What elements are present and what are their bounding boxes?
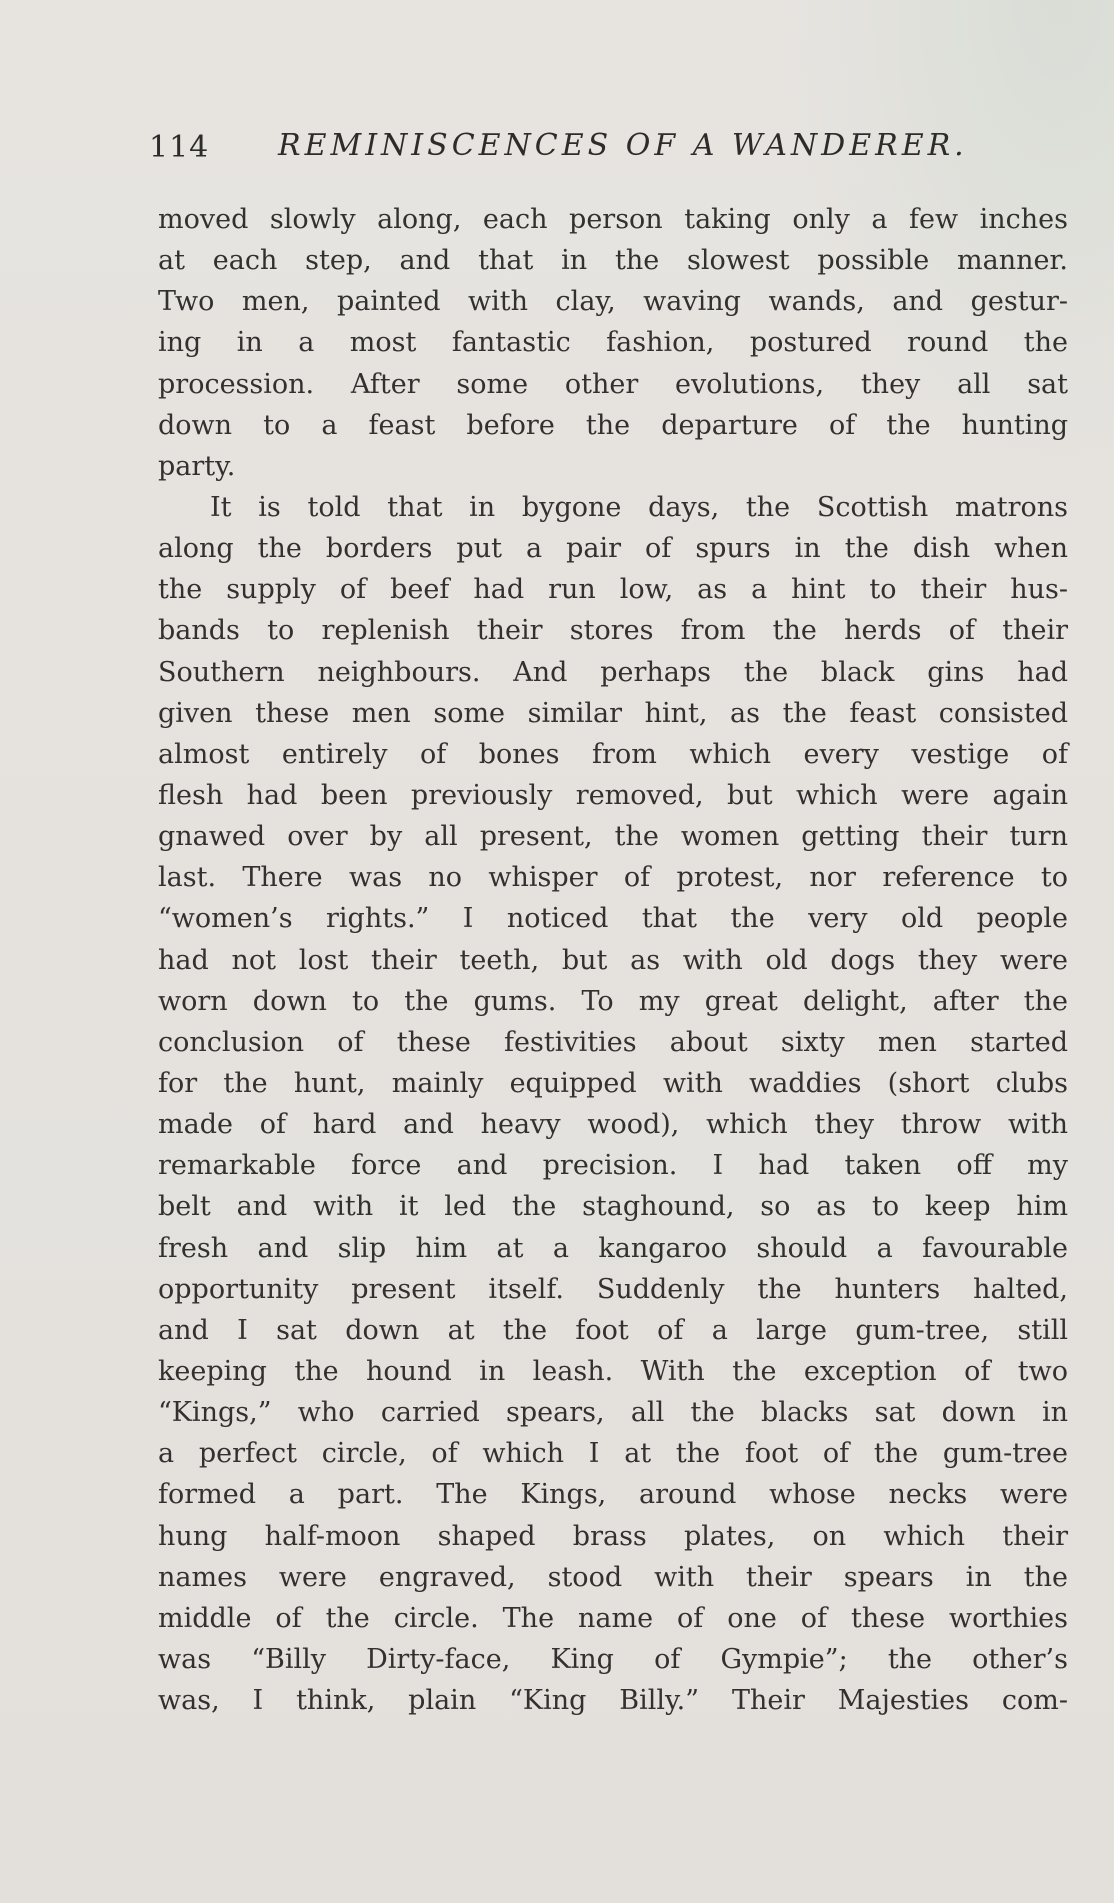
text-line: made of hard and heavy wood), which they throw with bbox=[158, 1109, 1068, 1141]
page-number: 114 bbox=[149, 130, 210, 165]
text-line: the supply of beef had run low, as a hint to their hus- bbox=[158, 574, 1068, 606]
text-line: middle of the circle. The name of one of these worthies bbox=[158, 1602, 1068, 1634]
text-line: party. bbox=[158, 450, 236, 482]
text-line: “Kings,” who carried spears, all the blacks sat down in bbox=[158, 1397, 1068, 1429]
text-line: belt and with it led the staghound, so as to keep him bbox=[158, 1191, 1068, 1223]
text-line: down to a feast before the departure of the hunting bbox=[158, 409, 1068, 441]
text-line: conclusion of these festivities about sixty men started bbox=[158, 1026, 1068, 1058]
running-title: REMINISCENCES OF A WANDERER. bbox=[278, 128, 968, 163]
text-line: names were engraved, stood with their spears in the bbox=[158, 1561, 1068, 1593]
text-line: flesh had been previously removed, but which were again bbox=[158, 779, 1068, 811]
text-line: remarkable force and precision. I had taken off my bbox=[158, 1150, 1068, 1182]
text-line: at each step, and that in the slowest possible manner. bbox=[158, 245, 1068, 277]
text-line: was, I think, plain “King Billy.” Their Majesties com- bbox=[158, 1685, 1068, 1717]
text-line: worn down to the gums. To my great delight, after the bbox=[158, 985, 1068, 1017]
text-line: given these men some similar hint, as the feast consisted bbox=[158, 697, 1068, 729]
text-line: gnawed over by all present, the women getting their turn bbox=[158, 821, 1068, 853]
body-text bbox=[158, 199, 1068, 1721]
text-line: opportunity present itself. Suddenly the hunters halted, bbox=[158, 1273, 1068, 1305]
text-line: was “Billy Dirty-face, King of Gympie”; the other’s bbox=[158, 1643, 1068, 1675]
text-line: formed a part. The Kings, around whose necks were bbox=[158, 1479, 1068, 1511]
text-line: Two men, painted with clay, waving wands, and gestur- bbox=[158, 286, 1068, 318]
paragraph-start-line: It is told that in bygone days, the Scottish matrons bbox=[210, 491, 1068, 523]
text-line: had not lost their teeth, but as with old dogs they were bbox=[158, 944, 1068, 976]
text-line: almost entirely of bones from which every vestige of bbox=[158, 738, 1068, 770]
text-line: for the hunt, mainly equipped with waddies (short clubs bbox=[158, 1067, 1068, 1099]
text-line: last. There was no whisper of protest, nor reference to bbox=[158, 862, 1068, 894]
text-line: fresh and slip him at a kangaroo should a favourable bbox=[158, 1232, 1068, 1264]
text-line: Southern neighbours. And perhaps the black gins had bbox=[158, 656, 1068, 688]
text-line: keeping the hound in leash. With the exception of two bbox=[158, 1355, 1068, 1387]
text-line: and I sat down at the foot of a large gum-tree, still bbox=[158, 1314, 1068, 1346]
text-line: ing in a most fantastic fashion, postured round the bbox=[158, 327, 1068, 359]
text-line: hung half-moon shaped brass plates, on which their bbox=[158, 1520, 1068, 1552]
text-line: procession. After some other evolutions, they all sat bbox=[158, 368, 1068, 400]
page-header bbox=[149, 122, 969, 172]
text-line: along the borders put a pair of spurs in the dish when bbox=[158, 533, 1068, 565]
text-line: “women’s rights.” I noticed that the very old people bbox=[158, 903, 1068, 935]
text-line: moved slowly along, each person taking only a few inches bbox=[158, 204, 1068, 235]
text-line: a perfect circle, of which I at the foot of the gum-tree bbox=[158, 1438, 1068, 1470]
text-line: bands to replenish their stores from the herds of their bbox=[158, 615, 1068, 647]
